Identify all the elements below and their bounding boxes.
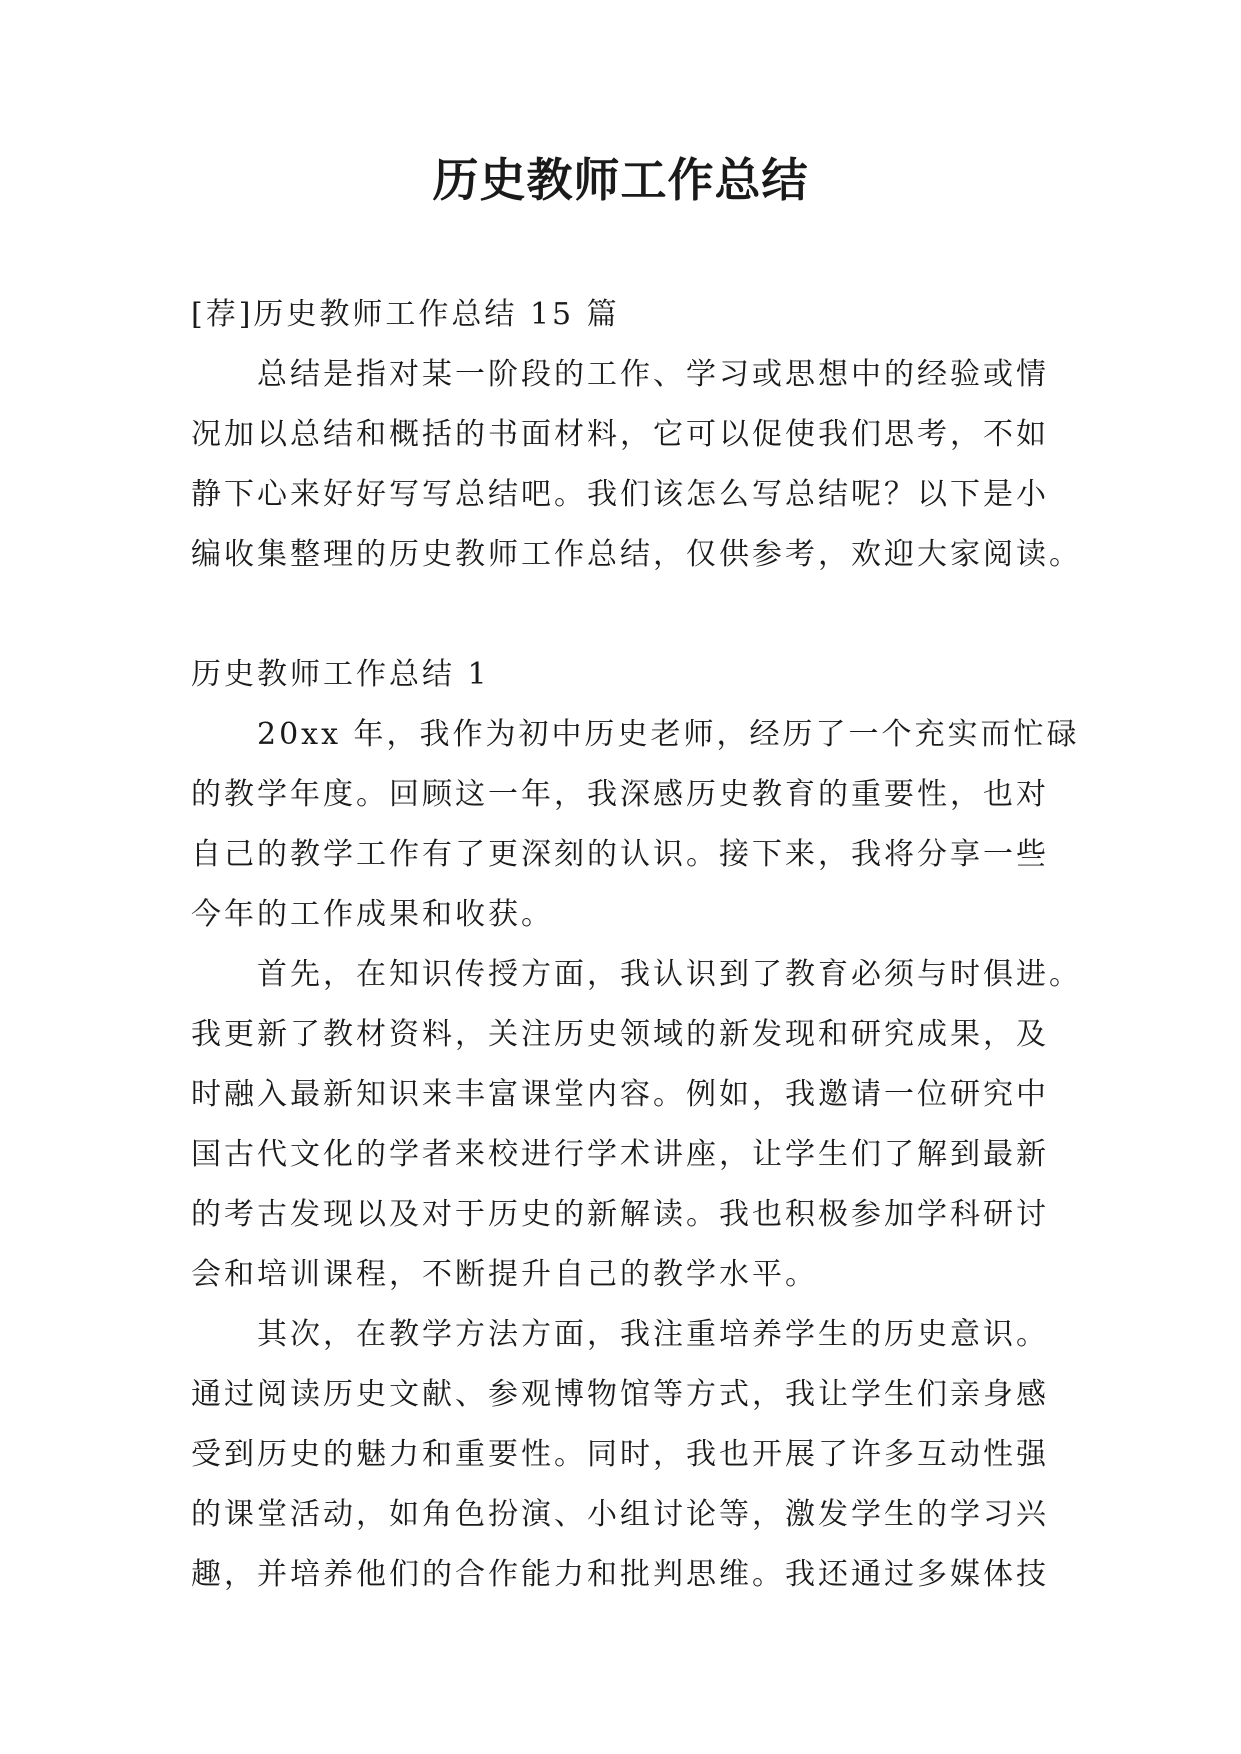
paragraph2-line: 国古代文化的学者来校进行学术讲座，让学生们了解到最新 (191, 1137, 1049, 1172)
paragraph3-line: 趣，并培养他们的合作能力和批判思维。我还通过多媒体技 (191, 1557, 1049, 1592)
document-subtitle: [荐]历史教师工作总结 15 篇 (191, 297, 620, 332)
intro-line: 总结是指对某一阶段的工作、学习或思想中的经验或情 (191, 357, 1049, 392)
paragraph2-line: 会和培训课程，不断提升自己的教学水平。 (191, 1257, 818, 1292)
paragraph1-line: 今年的工作成果和收获。 (191, 897, 554, 932)
paragraph1-line: 的教学年度。回顾这一年，我深感历史教育的重要性，也对 (191, 777, 1049, 812)
paragraph2-line: 时融入最新知识来丰富课堂内容。例如，我邀请一位研究中 (191, 1077, 1049, 1112)
paragraph2-line: 的考古发现以及对于历史的新解读。我也积极参加学科研讨 (191, 1197, 1049, 1232)
document-title: 历史教师工作总结 (432, 153, 809, 207)
paragraph2-line: 首先，在知识传授方面，我认识到了教育必须与时俱进。 (191, 957, 1082, 992)
intro-line: 静下心来好好写写总结吧。我们该怎么写总结呢？以下是小 (191, 477, 1049, 512)
paragraph1-line: 20xx 年，我作为初中历史老师，经历了一个充实而忙碌 (191, 717, 1080, 752)
document-body (191, 285, 1082, 1605)
paragraph3-line: 受到历史的魅力和重要性。同时，我也开展了许多互动性强 (191, 1437, 1049, 1472)
paragraph3-line: 通过阅读历史文献、参观博物馆等方式，我让学生们亲身感 (191, 1377, 1049, 1412)
section-heading: 历史教师工作总结 1 (191, 657, 490, 692)
paragraph2-line: 我更新了教材资料，关注历史领域的新发现和研究成果，及 (191, 1017, 1049, 1052)
paragraph1-line: 自己的教学工作有了更深刻的认识。接下来，我将分享一些 (191, 837, 1049, 872)
intro-line: 况加以总结和概括的书面材料，它可以促使我们思考，不如 (191, 417, 1049, 452)
paragraph-spacer (191, 585, 1053, 645)
intro-line: 编收集整理的历史教师工作总结，仅供参考，欢迎大家阅读。 (191, 537, 1082, 572)
paragraph3-line: 其次，在教学方法方面，我注重培养学生的历史意识。 (191, 1317, 1049, 1352)
paragraph3-line: 的课堂活动，如角色扮演、小组讨论等，激发学生的学习兴 (191, 1497, 1049, 1532)
